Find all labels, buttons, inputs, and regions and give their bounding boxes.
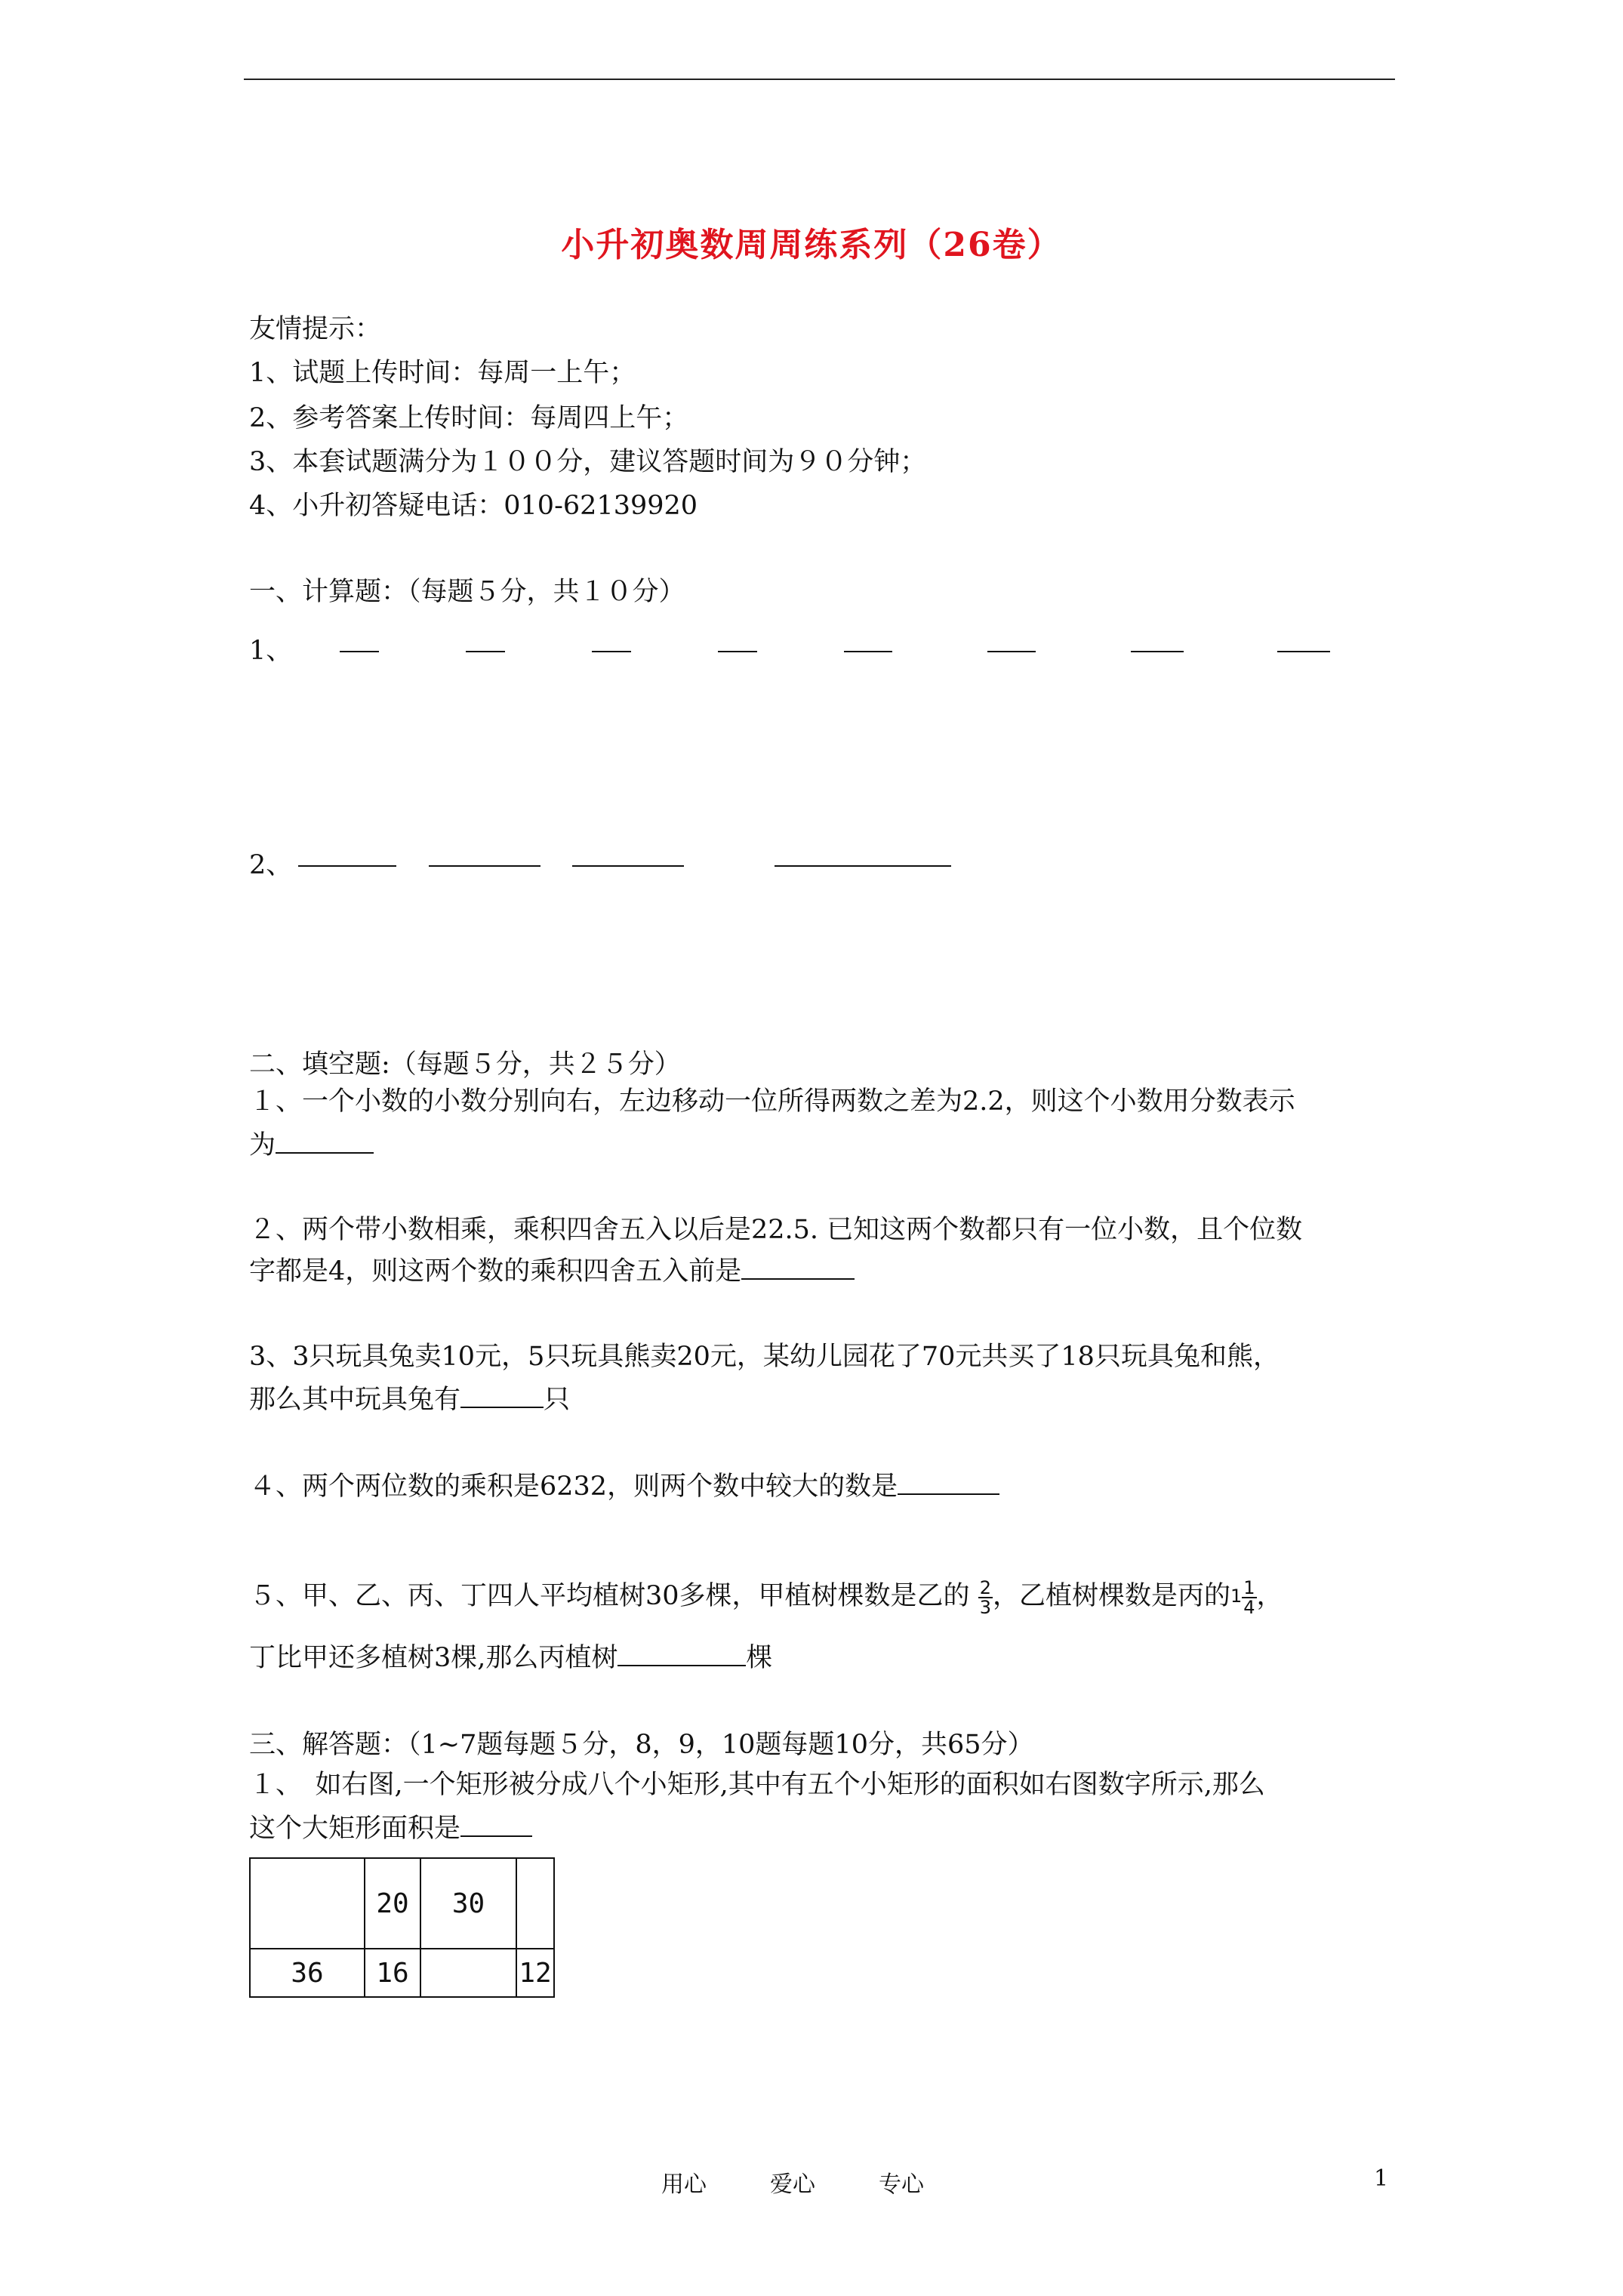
tip-item-1: 1、试题上传时间：每周一上午； [249, 358, 636, 388]
tip-item-3: 3、本套试题满分为１００分，建议答题时间为９０分钟； [249, 447, 927, 477]
grid-cell-area: 36 [250, 1949, 365, 1997]
grid-cell-empty [516, 1858, 554, 1949]
s2-q1-line1: １、一个小数的小数分别向右，左边移动一位所得两数之差为2.2，则这个小数用分数表示 [249, 1086, 1295, 1117]
s1-question-1-label: 1、 [249, 636, 293, 666]
grid-cell-area: 12 [516, 1949, 554, 1997]
s2-q5-line2-text-a: 丁比甲还多植树3棵,那么丙植树 [249, 1643, 618, 1673]
s2-q3-line2-text-a: 那么其中玩具兔有 [249, 1385, 461, 1415]
grid-cell-empty [250, 1858, 365, 1949]
fraction-bar [466, 651, 505, 652]
s2-q4-text: ４、两个两位数的乘积是6232，则两个数中较大的数是 [249, 1472, 898, 1502]
mixed-number-whole: 1 [1230, 1586, 1243, 1607]
fraction-numerator: 2 [979, 1576, 991, 1598]
tips-heading: 友情提示： [249, 314, 382, 344]
tip-item-4: 4、小升初答疑电话：010-62139920 [249, 491, 698, 521]
fraction-bar [429, 865, 540, 867]
s2-q2-line2 [249, 1253, 855, 1290]
s2-q5-text-a: ５、甲、乙、丙、丁四人平均植树30多棵，甲植树棵数是乙的 [249, 1581, 970, 1611]
fraction-bar [1277, 651, 1330, 652]
header-rule [244, 79, 1395, 80]
rectangle-area-figure [249, 1857, 555, 1998]
s2-q3-line2 [249, 1382, 570, 1418]
s1-question-2-label: 2、 [249, 850, 293, 880]
fraction-denominator: 3 [979, 1596, 991, 1618]
s2-q1-line2-text: 为 [249, 1130, 276, 1160]
grid-cell-area: 30 [420, 1858, 516, 1949]
section-1-heading: 一、计算题：（每题５分，共１０分） [249, 577, 685, 607]
fraction-bar [592, 651, 631, 652]
footer-item-3: 专心 [879, 2171, 924, 2198]
s2-q5-line2-text-b: 棵 [746, 1643, 773, 1673]
fraction-bar [1131, 651, 1184, 652]
grid-cell-area: 20 [365, 1858, 420, 1949]
section-2-heading: 二、填空题:（每题５分，共２５分） [249, 1049, 681, 1080]
answer-blank[interactable] [460, 1384, 544, 1408]
answer-blank[interactable] [460, 1813, 532, 1837]
answer-blank[interactable] [276, 1130, 374, 1154]
fraction-one-quarter [1242, 1576, 1256, 1618]
s2-q5-text-c: ， [1256, 1581, 1283, 1611]
fraction-bar [340, 651, 379, 652]
answer-blank[interactable] [617, 1642, 746, 1666]
fraction-bar [572, 865, 684, 867]
answer-blank[interactable] [741, 1256, 855, 1280]
fraction-two-thirds [978, 1576, 993, 1618]
fraction-bar [844, 651, 892, 652]
tip-item-2: 2、参考答案上传时间：每周四上午； [249, 403, 689, 433]
s2-q2-line1: ２、两个带小数相乘，乘积四舍五入以后是22.5. 已知这两个数都只有一位小数，且个位数 [249, 1215, 1303, 1245]
s3-q1-line2 [249, 1811, 532, 1847]
answer-blank[interactable] [898, 1471, 999, 1495]
fraction-numerator: 1 [1243, 1576, 1255, 1598]
s2-q5-line1 [249, 1578, 1283, 1616]
s3-q1-line2-text: 这个大矩形面积是 [249, 1814, 461, 1844]
s2-q4-line1 [249, 1469, 999, 1505]
fraction-bar [718, 651, 757, 652]
fraction-bar [775, 865, 951, 867]
grid-cell-empty [420, 1949, 516, 1997]
fraction-bar [987, 651, 1036, 652]
s2-q5-text-b: ，乙植树棵数是丙的 [992, 1581, 1230, 1611]
footer-item-2: 爱心 [770, 2171, 815, 2198]
fraction-denominator: 4 [1243, 1596, 1255, 1618]
grid-cell-area: 16 [365, 1949, 420, 1997]
footer-item-1: 用心 [661, 2171, 707, 2198]
s2-q2-line2-text: 字都是4，则这两个数的乘积四舍五入前是 [249, 1256, 742, 1287]
fraction-bar [298, 865, 396, 867]
page-number: 1 [1374, 2165, 1389, 2192]
s2-q1-line2 [249, 1127, 374, 1163]
s2-q3-line2-text-b: 只 [544, 1385, 571, 1415]
s3-q1-line1: １、 如右图,一个矩形被分成八个小矩形,其中有五个小矩形的面积如右图数字所示,那么 [249, 1770, 1265, 1800]
section-3-heading: 三、解答题：（1~7题每题５分，8，9，10题每题10分，共65分） [249, 1730, 1034, 1760]
s2-q5-line2 [249, 1640, 772, 1676]
page-title: 小升初奥数周周练系列（26卷） [561, 226, 1062, 264]
s2-q3-line1: 3、3只玩具兔卖10元，5只玩具熊卖20元，某幼儿园花了70元共买了18只玩具兔和熊， [249, 1342, 1280, 1372]
